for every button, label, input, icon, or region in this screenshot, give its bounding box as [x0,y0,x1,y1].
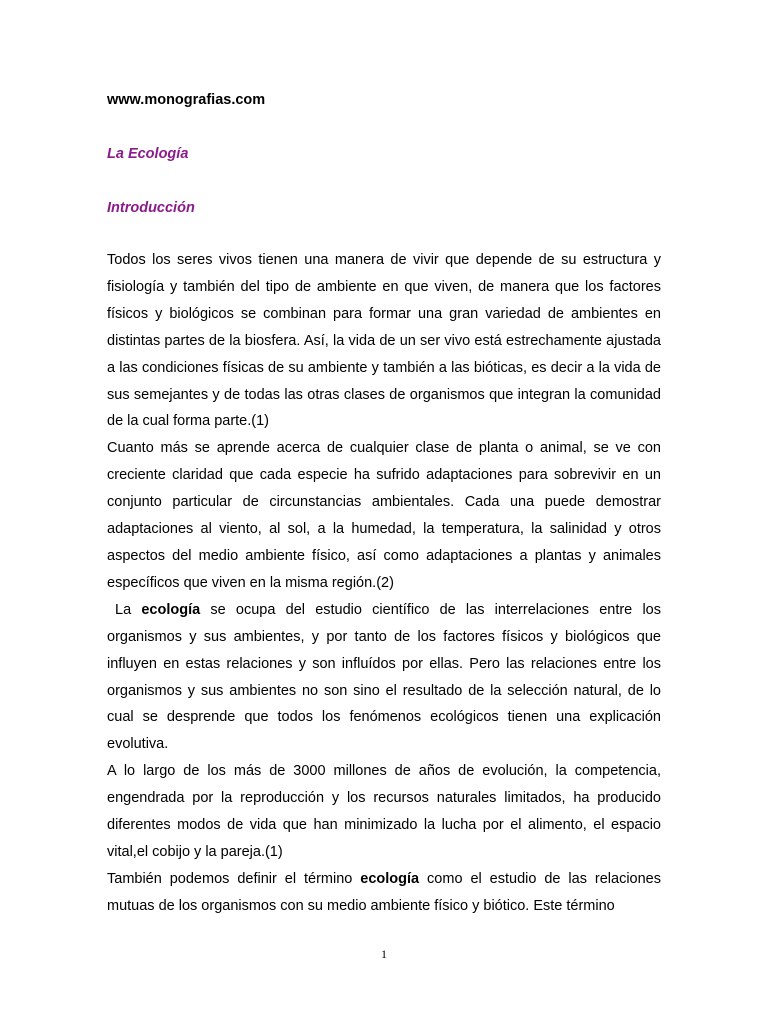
site-url: www.monografias.com [107,92,266,108]
paragraph-3-bold-term: ecología [141,601,201,618]
paragraph-2: Cuanto más se aprende acerca de cualquier clase de planta o animal, se ve con creciente claridad que cada especie ha sufrido adaptaciones para sobrevivir en un conjunto particular de circunstancias ambientales. Cada una puede demostrar adaptaciones al viento, al sol, a la humedad, la temperatura, la salinidad y otros aspectos del medio ambiente físico, así como adaptaciones a plantas y animales específicos que viven en la misma región.(2) [107,440,661,591]
paragraph-3-rest: se ocupa del estudio científico de las interrelaciones entre los organismos y sus ambientes, y por tanto de los factores físicos y biológicos que influyen en estas relaciones y son influídos por ellas. Pero las relaciones entre los organismos y sus ambientes no son sino el resultado de la selección natural, de lo cual se desprende que todos los fenómenos ecológicos tienen una explicación evolutiva. [107,601,661,753]
paragraph-3-start: La [115,601,142,618]
page-number: 1 [381,947,387,961]
body-text [107,247,661,920]
paragraph-5-start: También podemos definir el término [107,870,361,887]
paragraph-3 [107,597,661,758]
paragraph-5-bold-term: ecología [360,870,420,887]
paragraph-1: Todos los seres vivos tienen una manera de vivir que depende de su estructura y fisiología y también del tipo de ambiente en que viven, de manera que los factores físicos y biológicos se combinan para formar una gran variedad de ambientes en distintas partes de la biosfera. Así, la vida de un ser vivo está estrechamente ajustada a las condiciones físicas de su ambiente y también a las bióticas, es decir a la vida de sus semejantes y de todas las otras clases de organismos que integran la comunidad de la cual forma parte.(1) [107,252,661,430]
paragraph-5-rest: como el estudio de las relaciones mutuas de los organismos con su medio ambiente físico y biótico. Este término [107,870,661,914]
document-title: La Ecología [107,146,189,162]
paragraph-5 [107,866,661,920]
section-heading: Introducción [107,200,195,216]
paragraph-4: A lo largo de los más de 3000 millones de años de evolución, la competencia, engendrada por la reproducción y los recursos naturales limitados, ha producido diferentes modos de vida que han minimizado la lucha por el alimento, el espacio vital,el cobijo y la pareja.(1) [107,763,661,860]
